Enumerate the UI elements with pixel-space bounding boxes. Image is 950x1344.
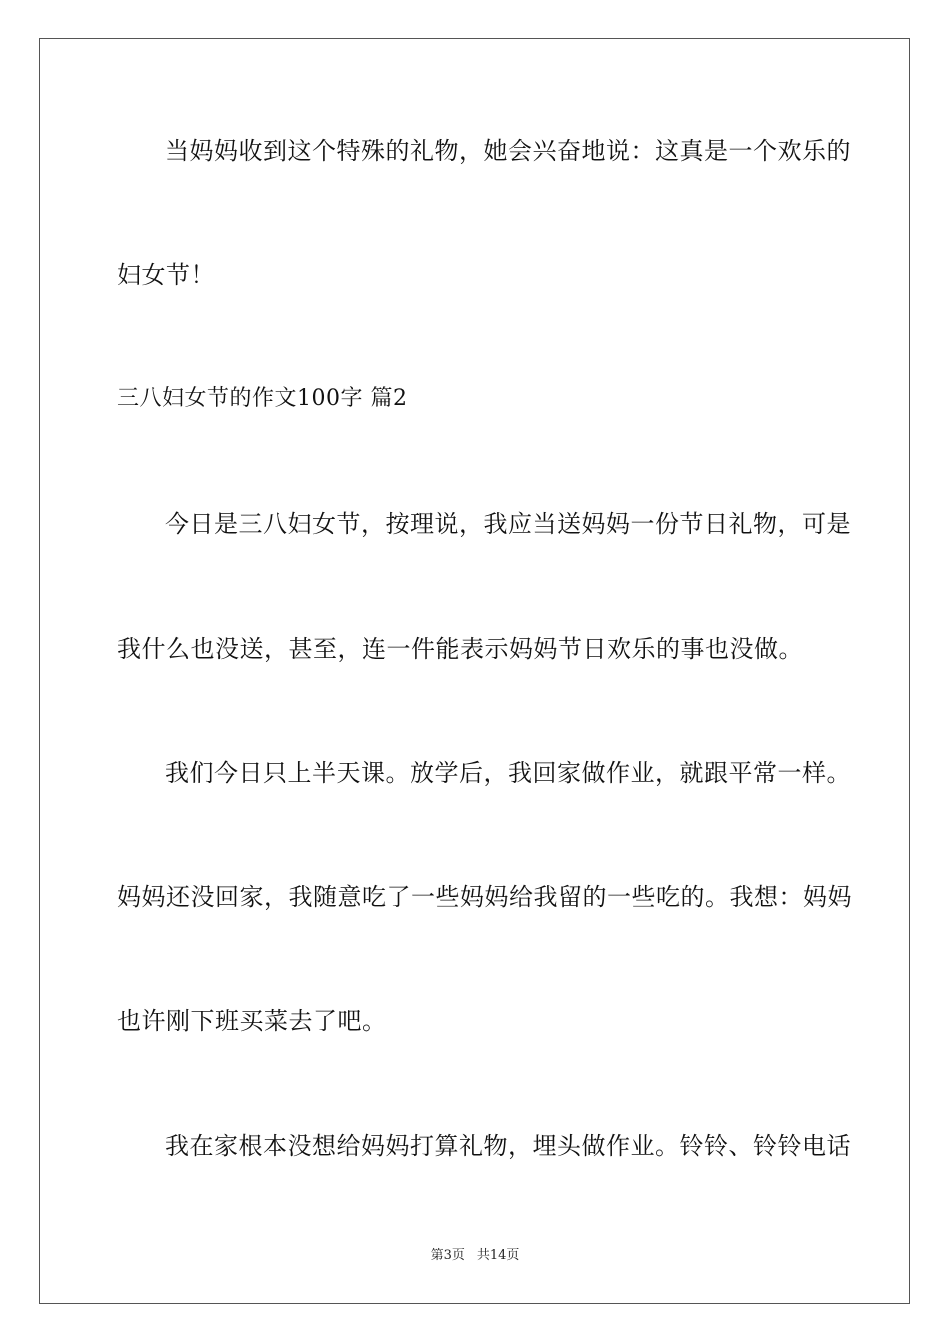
page-footer <box>0 1246 950 1266</box>
paragraph-line: 也许刚下班买菜去了吧。 <box>117 1007 387 1035</box>
page-total: 共14页 <box>476 1248 520 1263</box>
paragraph-line: 我们今日只上半天课。放学后，我回家做作业，就跟平常一样。 <box>165 759 851 787</box>
section-heading: 三八妇女节的作文100字 篇2 <box>117 386 408 411</box>
paragraph-line: 今日是三八妇女节，按理说，我应当送妈妈一份节日礼物，可是 <box>165 510 851 538</box>
page-number: 第3页 <box>430 1248 465 1263</box>
page-frame <box>39 38 910 1304</box>
paragraph-line: 妇女节！ <box>117 261 215 289</box>
paragraph-line: 我在家根本没想给妈妈打算礼物，埋头做作业。铃铃、铃铃电话 <box>165 1132 851 1160</box>
paragraph-line: 我什么也没送，甚至，连一件能表示妈妈节日欢乐的事也没做。 <box>117 635 803 663</box>
paragraph-line: 妈妈还没回家，我随意吃了一些妈妈给我留的一些吃的。我想：妈妈 <box>117 883 852 911</box>
paragraph-line: 当妈妈收到这个特殊的礼物，她会兴奋地说：这真是一个欢乐的 <box>165 137 851 165</box>
